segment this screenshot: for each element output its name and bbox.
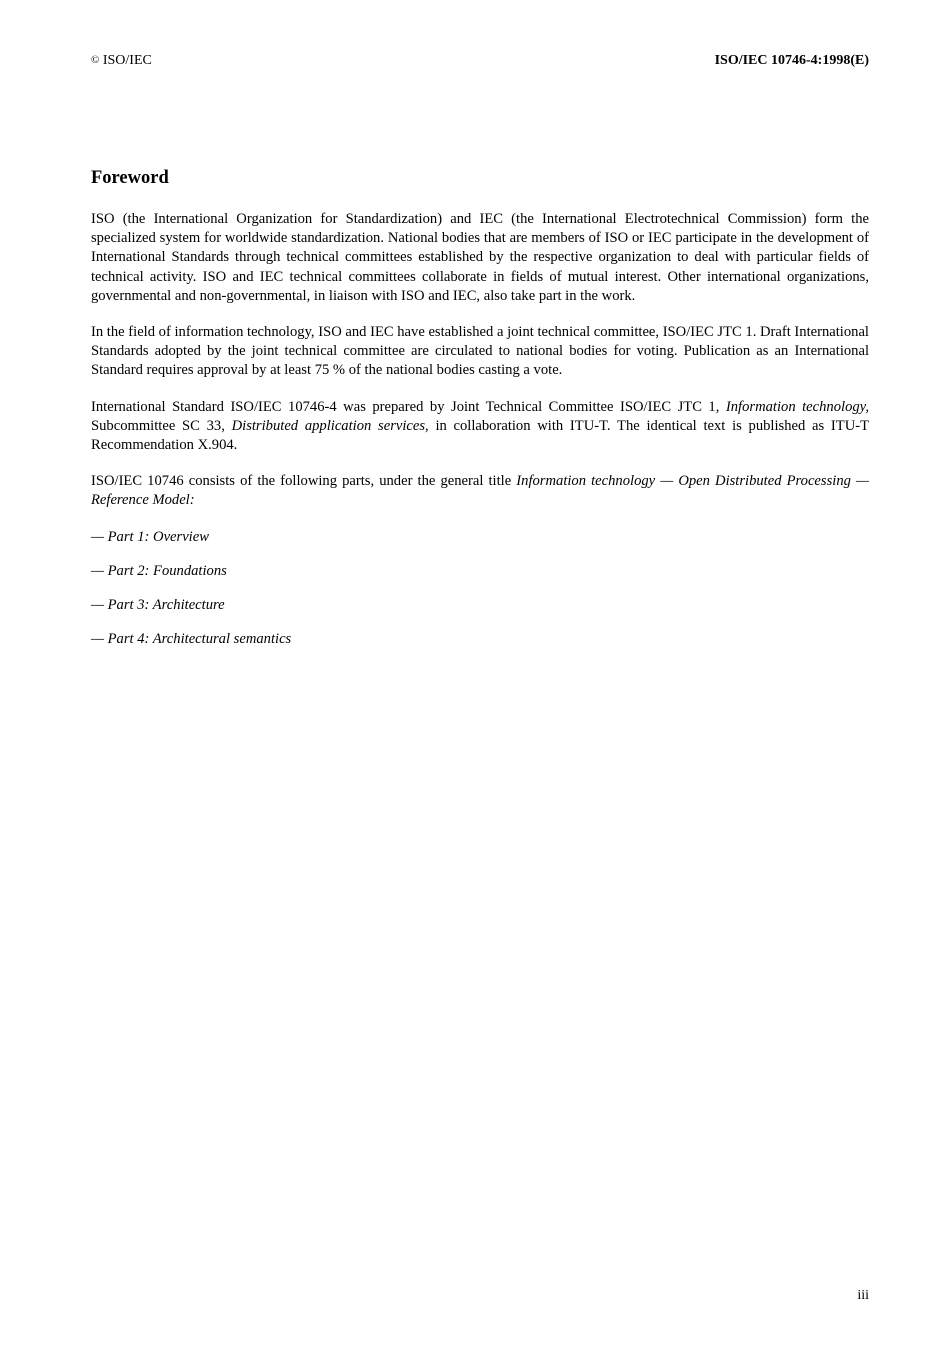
subcommittee-title: Distributed application services,	[231, 417, 429, 434]
list-item: — Part 3: Architecture	[91, 597, 225, 614]
header-copyright	[91, 52, 152, 69]
paragraph-preparation-text-2: Subcommittee SC 33,	[91, 417, 232, 434]
page-title: Foreword	[91, 168, 169, 188]
header-organization: ISO/IEC	[102, 53, 152, 68]
list-item: — Part 2: Foundations	[91, 562, 227, 579]
list-item: — Part 4: Architectural semantics	[91, 631, 292, 648]
general-title: Information technology — Open Distributed Processing — Reference Model:	[91, 473, 869, 509]
foreword-body	[91, 210, 869, 664]
paragraph-preparation	[91, 398, 869, 456]
page-number: iii	[857, 1288, 869, 1303]
paragraph-preparation-text-1: International Standard ISO/IEC 10746-4 was prepared by Joint Technical Committee ISO/IEC JTC 1,	[91, 398, 726, 415]
header-document-id: ISO/IEC 10746-4:1998(E)	[714, 53, 869, 68]
paragraph-standardization-system: ISO (the International Organization for Standardization) and IEC (the International Electrotechnical Commission) form the specialized system for worldwide standardization. National bodies that are members of ISO or IEC participate in the development of International Standards through technical committees established by the respective organization to deal with particular fields of technical activity. ISO and IEC technical committees collaborate in fields of mutual interest. Other international organizations, governmental and non-governmental, in liaison with ISO and IEC, also take part in the work.	[91, 211, 869, 304]
paragraph-jtc1: In the field of information technology, ISO and IEC have established a joint technical committee, ISO/IEC JTC 1. Draft International Standards adopted by the joint technical committee are circulated to national bodies for voting. Publication as an International Standard requires approval by at least 75 % of the national bodies casting a vote.	[91, 324, 869, 379]
copyright-symbol: ©	[91, 54, 100, 66]
list-item: — Part 1: Overview	[91, 528, 209, 545]
committee-title: Information technology,	[725, 398, 869, 415]
paragraph-parts-intro	[91, 472, 869, 510]
paragraph-parts-intro-text: ISO/IEC 10746 consists of the following parts, under the general title	[91, 473, 517, 490]
paragraph-preparation-text-3: in collaboration with ITU-T. The identical text is published as ITU-T Recommendation X.904.	[91, 417, 870, 454]
